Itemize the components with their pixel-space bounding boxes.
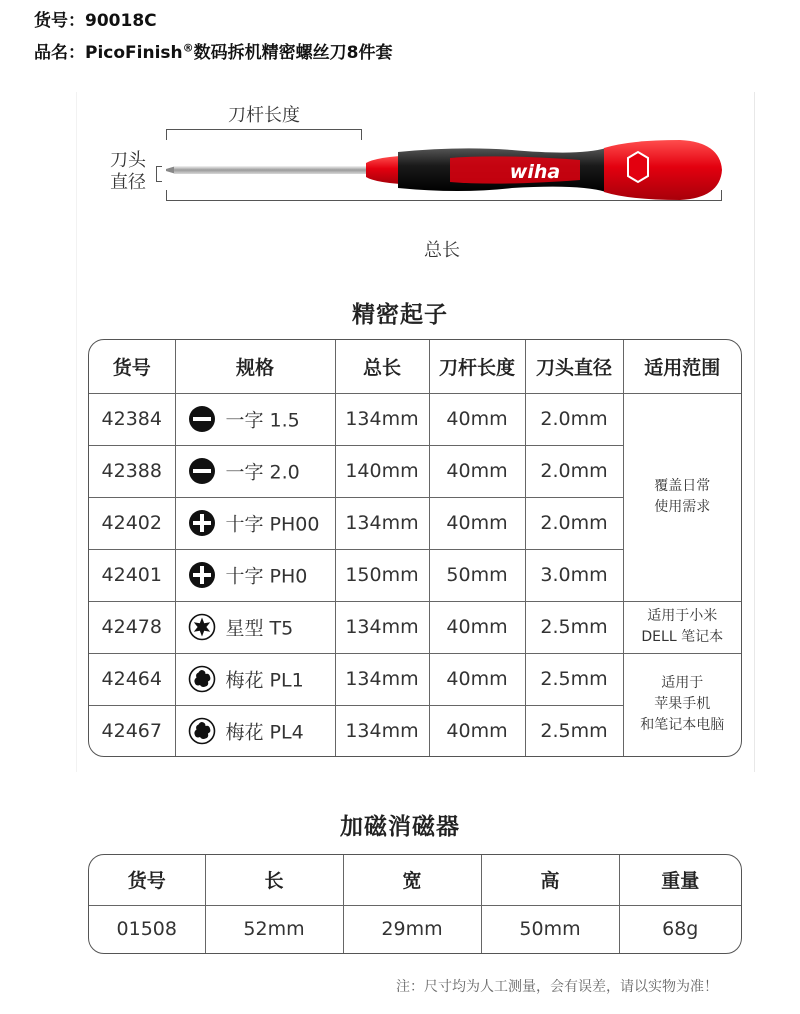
torx-icon <box>188 613 216 641</box>
spec-cell: 十字 PH00 <box>175 497 335 549</box>
brand-logo: wiha <box>509 161 561 183</box>
screwdriver-table <box>88 339 742 757</box>
total-length: 150mm <box>335 549 429 601</box>
shaft-length: 40mm <box>429 497 525 549</box>
pentalobe-icon <box>188 665 216 693</box>
header-cell: 重量 <box>619 855 741 905</box>
shaft-length: 40mm <box>429 601 525 653</box>
table-header-row <box>89 340 741 393</box>
shaft-length: 40mm <box>429 393 525 445</box>
phillips-icon <box>188 561 216 589</box>
header-cell: 刀杆长度 <box>429 340 525 393</box>
phillips-icon <box>188 509 216 537</box>
header-cell: 高 <box>481 855 619 905</box>
header-cell: 总长 <box>335 340 429 393</box>
header-cell: 货号 <box>89 340 175 393</box>
tip-diameter: 2.5mm <box>525 705 623 756</box>
shaft-length-label: 刀杆长度 <box>228 105 300 126</box>
item-id: 42464 <box>89 653 175 705</box>
tip-diameter-label: 刀头 直径 <box>110 150 146 193</box>
frame-line <box>754 92 755 772</box>
total-length-label: 总长 <box>424 240 460 261</box>
table-header-row <box>89 855 741 905</box>
scope-daily: 覆盖日常 使用需求 <box>623 393 741 601</box>
shaft-length: 40mm <box>429 653 525 705</box>
scope-apple: 适用于 苹果手机 和笔记本电脑 <box>623 653 741 756</box>
header-cell: 宽 <box>343 855 481 905</box>
height-cell: 50mm <box>481 905 619 953</box>
tip-diameter: 2.0mm <box>525 497 623 549</box>
item-id: 01508 <box>89 905 205 953</box>
magnetizer-section-title: 加磁消磁器 <box>340 814 460 840</box>
total-length: 134mm <box>335 497 429 549</box>
slotted-icon <box>188 457 216 485</box>
item-number: 货号：90018C <box>34 11 157 31</box>
tip-diameter: 2.5mm <box>525 653 623 705</box>
table-row <box>89 653 741 705</box>
screwdriver-section-title: 精密起子 <box>352 302 448 328</box>
slotted-icon <box>188 405 216 433</box>
header-cell: 刀头直径 <box>525 340 623 393</box>
item-id: 42467 <box>89 705 175 756</box>
item-id: 42384 <box>89 393 175 445</box>
shaft-length: 40mm <box>429 445 525 497</box>
length-cell: 52mm <box>205 905 343 953</box>
spec-cell: 梅花 PL1 <box>175 653 335 705</box>
screwdriver-illustration <box>160 136 730 206</box>
spec-cell: 一字 1.5 <box>175 393 335 445</box>
tip-diameter: 2.0mm <box>525 393 623 445</box>
table-row <box>89 393 741 445</box>
pentalobe-icon <box>188 717 216 745</box>
shaft-length: 40mm <box>429 705 525 756</box>
footnote: 注：尺寸均为人工测量，会有误差，请以实物为准！ <box>396 979 718 995</box>
product-name: 品名：PicoFinish®数码拆机精密螺丝刀8件套 <box>34 41 393 63</box>
total-length: 134mm <box>335 653 429 705</box>
item-id: 42402 <box>89 497 175 549</box>
item-id: 42388 <box>89 445 175 497</box>
total-length: 134mm <box>335 393 429 445</box>
table-row <box>89 905 741 953</box>
header-cell: 规格 <box>175 340 335 393</box>
tip-diameter: 2.5mm <box>525 601 623 653</box>
item-id: 42478 <box>89 601 175 653</box>
magnetizer-table <box>88 854 742 954</box>
header-cell: 长 <box>205 855 343 905</box>
total-length: 134mm <box>335 601 429 653</box>
scope-xiaomi: 适用于小米 DELL 笔记本 <box>623 601 741 653</box>
shaft-length: 50mm <box>429 549 525 601</box>
tip-diameter: 2.0mm <box>525 445 623 497</box>
header-cell: 货号 <box>89 855 205 905</box>
weight-cell: 68g <box>619 905 741 953</box>
table-row <box>89 601 741 653</box>
tip-diameter: 3.0mm <box>525 549 623 601</box>
total-length: 140mm <box>335 445 429 497</box>
spec-cell: 梅花 PL4 <box>175 705 335 756</box>
total-length: 134mm <box>335 705 429 756</box>
spec-cell: 一字 2.0 <box>175 445 335 497</box>
frame-line <box>76 92 77 772</box>
spec-cell: 十字 PH0 <box>175 549 335 601</box>
header-cell: 适用范围 <box>623 340 741 393</box>
spec-cell: 星型 T5 <box>175 601 335 653</box>
width-cell: 29mm <box>343 905 481 953</box>
item-id: 42401 <box>89 549 175 601</box>
